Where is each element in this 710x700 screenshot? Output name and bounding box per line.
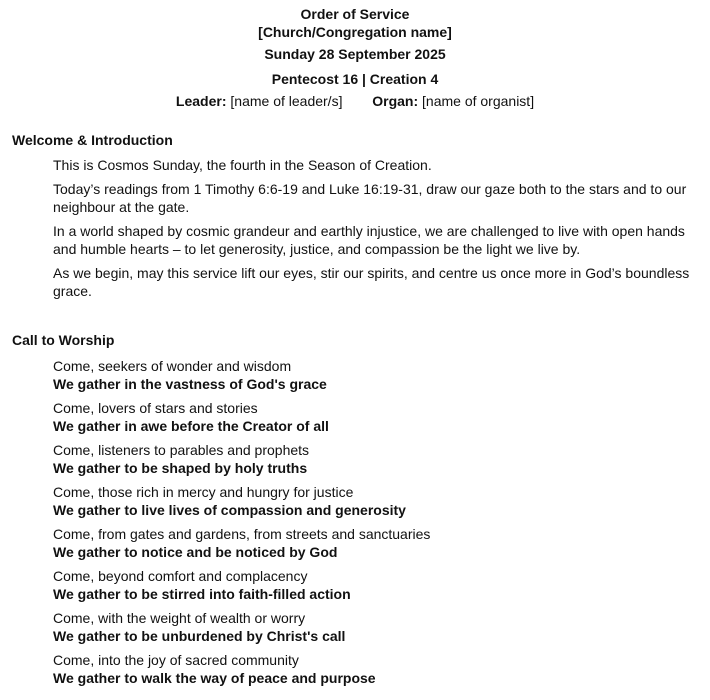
organ-label: Organ: — [372, 93, 419, 109]
congregation-response: We gather in awe before the Creator of all — [53, 418, 329, 434]
welcome-paragraph: Today’s readings from 1 Timothy 6:6-19 and Luke 16:19-31, draw our gaze both to the stars and to our neighbour at the gate. — [53, 181, 687, 215]
document-title: Order of Service — [300, 6, 410, 22]
leader-line: Come, lovers of stars and stories — [53, 400, 258, 416]
call-response-pair — [53, 483, 710, 519]
call-response-pair — [53, 441, 710, 477]
welcome-heading: Welcome & Introduction — [12, 132, 173, 148]
leader-line: Come, beyond comfort and complacency — [53, 568, 308, 584]
congregation-response: We gather to live lives of compassion and generosity — [53, 502, 406, 518]
leader-line: Come, those rich in mercy and hungry for justice — [53, 484, 354, 500]
welcome-section — [0, 156, 710, 300]
welcome-paragraph: This is Cosmos Sunday, the fourth in the Season of Creation. — [53, 157, 432, 173]
congregation-response: We gather to walk the way of peace and purpose — [53, 670, 376, 686]
leader-line: Come, listeners to parables and prophets — [53, 442, 310, 458]
leader-line: Come, from gates and gardens, from streets and sanctuaries — [53, 526, 431, 542]
leader-line: Come, seekers of wonder and wisdom — [53, 358, 292, 374]
service-date: Sunday 28 September 2025 — [264, 46, 446, 62]
leader-value: [name of leader/s] — [230, 93, 343, 109]
congregation-response: We gather to be shaped by holy truths — [53, 460, 308, 476]
service-header — [0, 0, 710, 110]
call-response-pair — [53, 609, 710, 645]
leaders-line — [0, 93, 710, 110]
call-to-worship-list — [53, 357, 710, 687]
call-response-pair — [53, 567, 710, 603]
leader-line: Come, with the weight of wealth or worry — [53, 610, 306, 626]
liturgical-season: Pentecost 16 | Creation 4 — [271, 71, 439, 87]
call-response-pair — [53, 525, 710, 561]
call-response-pair — [53, 399, 710, 435]
leader-label: Leader: — [175, 93, 227, 109]
call-to-worship-heading: Call to Worship — [12, 332, 115, 348]
congregation-response: We gather to notice and be noticed by God — [53, 544, 338, 560]
call-response-pair — [53, 651, 710, 687]
congregation-response: We gather to be stirred into faith-filled action — [53, 586, 351, 602]
congregation-name: [Church/Congregation name] — [258, 24, 452, 40]
congregation-response: We gather to be unburdened by Christ's call — [53, 628, 346, 644]
welcome-paragraph: In a world shaped by cosmic grandeur and earthly injustice, we are challenged to live with open hands and humble hearts – to let generosity, justice, and compassion be the light we live by. — [53, 223, 685, 257]
congregation-response: We gather in the vastness of God's grace — [53, 376, 327, 392]
call-response-pair — [53, 357, 710, 393]
welcome-paragraph: As we begin, may this service lift our eyes, stir our spirits, and centre us once more in God’s boundless grace. — [53, 265, 690, 299]
leader-line: Come, into the joy of sacred community — [53, 652, 299, 668]
organ-value: [name of organist] — [422, 93, 535, 109]
